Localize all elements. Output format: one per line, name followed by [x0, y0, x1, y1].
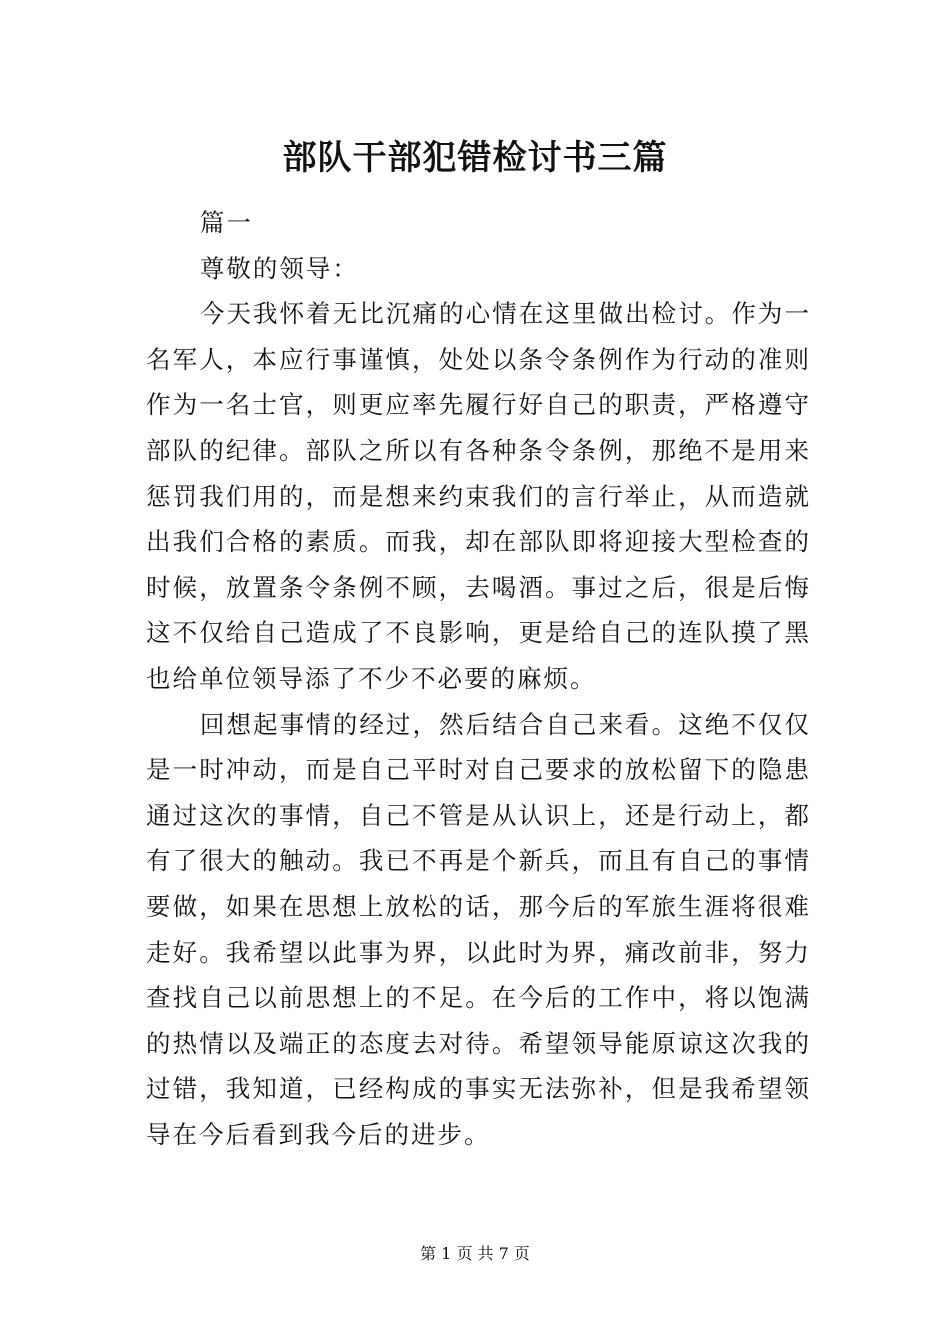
salutation: 尊敬的领导：	[199, 253, 359, 283]
section-heading: 篇一	[199, 208, 253, 237]
body-paragraph-1: 今天我怀着无比沉痛的心情在这里做出检讨。作为一名军人，本应行事谨慎，处处以条令条例作为行动的准则作为一名士官，则更应率先履行好自己的职责，严格遵守部队的纪律。部队之所以有各种条令条例，那绝不是用来惩罚我们用的，而是想来约束我们的言行举止，从而造就出我们合格的素质。而我，却在部队即将迎接大型检查的时候，放置条令条例不顾，去喝酒。事过之后，很是后悔这不仅给自己造成了不良影响，更是给自己的连队摸了黑也给单位领导添了不少不必要的麻烦。	[146, 299, 811, 693]
body-paragraph-2: 回想起事情的经过，然后结合自己来看。这绝不仅仅是一时冲动，而是自己平时对自己要求的放松留下的隐患通过这次的事情，自己不管是从认识上，还是行动上，都有了很大的触动。我已不再是个新兵，而且有自己的事情要做，如果在思想上放松的话，那今后的军旅生涯将很难走好。我希望以此事为界，以此时为界，痛改前非，努力查找自己以前思想上的不足。在今后的工作中，将以饱满的热情以及端正的态度去对待。希望领导能原谅这次我的过错，我知道，已经构成的事实无法弥补，但是我希望领导在今后看到我今后的进步。	[146, 709, 811, 1149]
page-footer: 第 1 页 共 7 页	[420, 1244, 530, 1263]
document-body	[146, 200, 811, 1157]
document-title: 部队干部犯错检讨书三篇	[282, 138, 668, 178]
